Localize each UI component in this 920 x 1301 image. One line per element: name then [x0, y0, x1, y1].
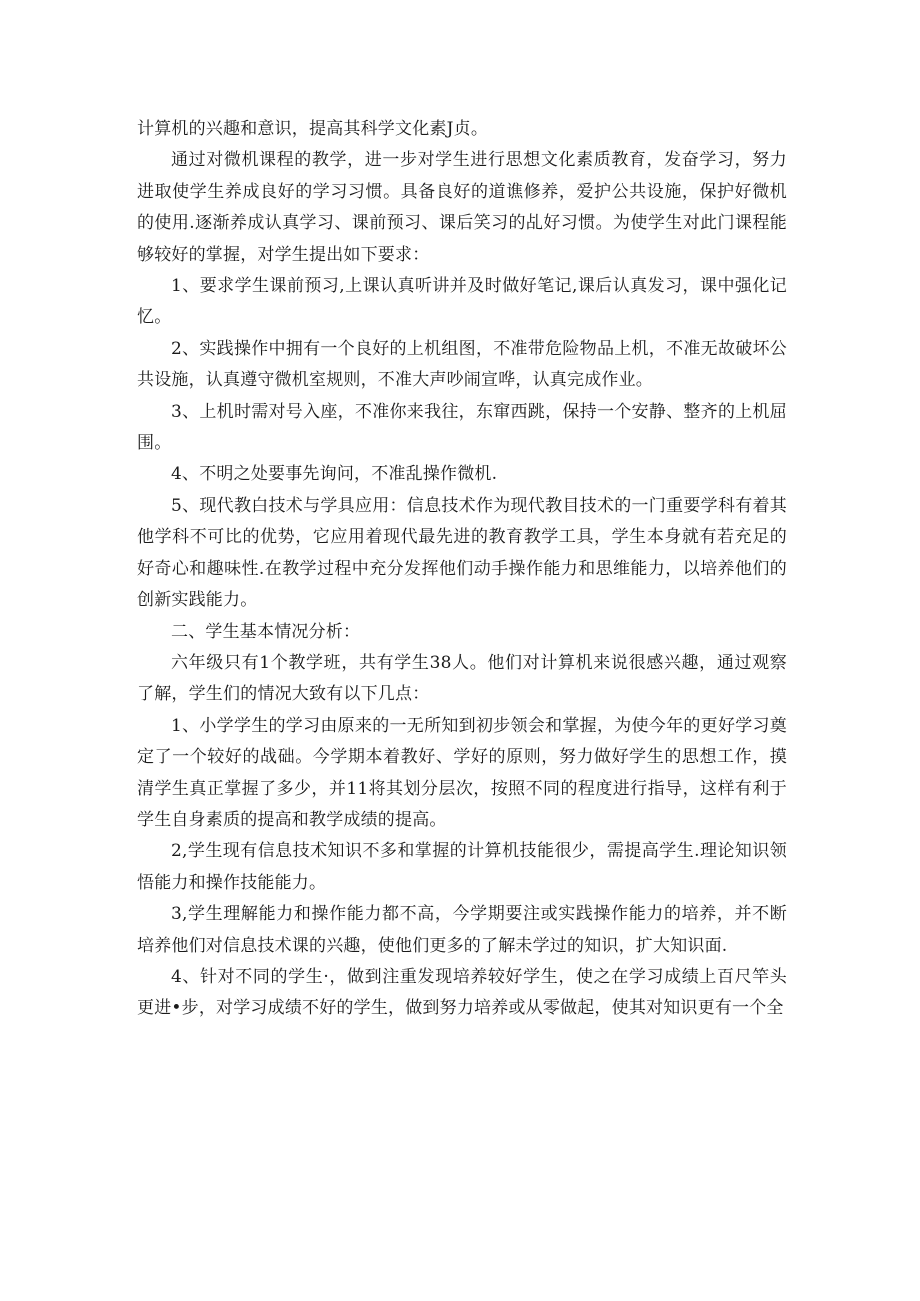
paragraph-9: 六年级只有1个教学班，共有学生38人。他们对计算机来说很感兴趣，通过观察了解，学生们的情况大致有以下几点： [137, 652, 787, 705]
paragraph-5: 3、上机时需对号入座，不准你来我往，东窜西跳，保持一个安静、整齐的上机屈围。 [137, 401, 787, 454]
paragraph-13: 4、针对不同的学生·，做到注重发现培养较好学生，使之在学习成绩上百尺竿头更进•步，对学习成绩不好的学生，做到努力培养或从零做起，使其对知识更有一个全 [137, 966, 787, 1019]
paragraph-10: 1、小学学生的学习由原来的一无所知到初步领会和掌握，为使今年的更好学习奠定了一个较好的战础。今学期本着教好、学好的原则，努力做好学生的思想工作，摸清学生真正掌握了多少，并11将其划分层次，按照不同的程度进行指导，这样有利于学生自身素质的提高和教学成绩的提高。 [137, 715, 787, 830]
paragraph-3: 1、要求学生课前预习,上课认真听讲并及时做好笔记,课后认真发习，课中强化记忆。 [137, 276, 787, 328]
paragraph-4: 2、实践操作中拥有一个良好的上机组图，不准带危险物品上机，不准无故破坏公共设施，认真遵守微机室规则，不准大声吵闹宣哗，认真完成作业。 [137, 338, 787, 391]
paragraph-2: 通过对微机课程的教学，进一步对学生进行思想文化素质教育，发奋学习，努力进取使学生养成良好的学习习惯。具备良好的道谯修养，爱护公共设施，保护好微机的使用.逐渐养成认真学习、课前预习、课后笑习的乩好习惯。为使学生对此门课程能够较好的掌握，对学生提出如下要求： [137, 150, 787, 265]
document-body [137, 114, 787, 1025]
section-heading-student-analysis: 二、学生基本情况分析： [171, 621, 361, 642]
paragraph-12: 3,学生理解能力和操作能力都不高，今学期要注或实践操作能力的培养，并不断培养他们对信息技术课的兴趣，使他们更多的了解未学过的知识，扩大知识面. [137, 904, 787, 956]
paragraph-7: 5、现代教白技术与学具应用：信息技术作为现代教目技术的一门重要学科有着其他学科不可比的优势，它应用着现代最先进的教育教学工具，学生本身就有若充足的好奇心和趣味性.在教学过程中充分发挥他们动手操作能力和思维能力，以培养他们的创新实践能力。 [137, 495, 787, 611]
paragraph-1: 计算机的兴趣和意识，提高其科学文化素J贞。 [137, 119, 489, 139]
paragraph-11: 2,学生现有信息技术知识不多和掌握的计算机技能很少，需提高学生.理论知识领悟能力和操作技能能力。 [137, 841, 787, 893]
paragraph-6: 4、不明之处要事先询问，不准乱操作微机. [171, 464, 498, 485]
